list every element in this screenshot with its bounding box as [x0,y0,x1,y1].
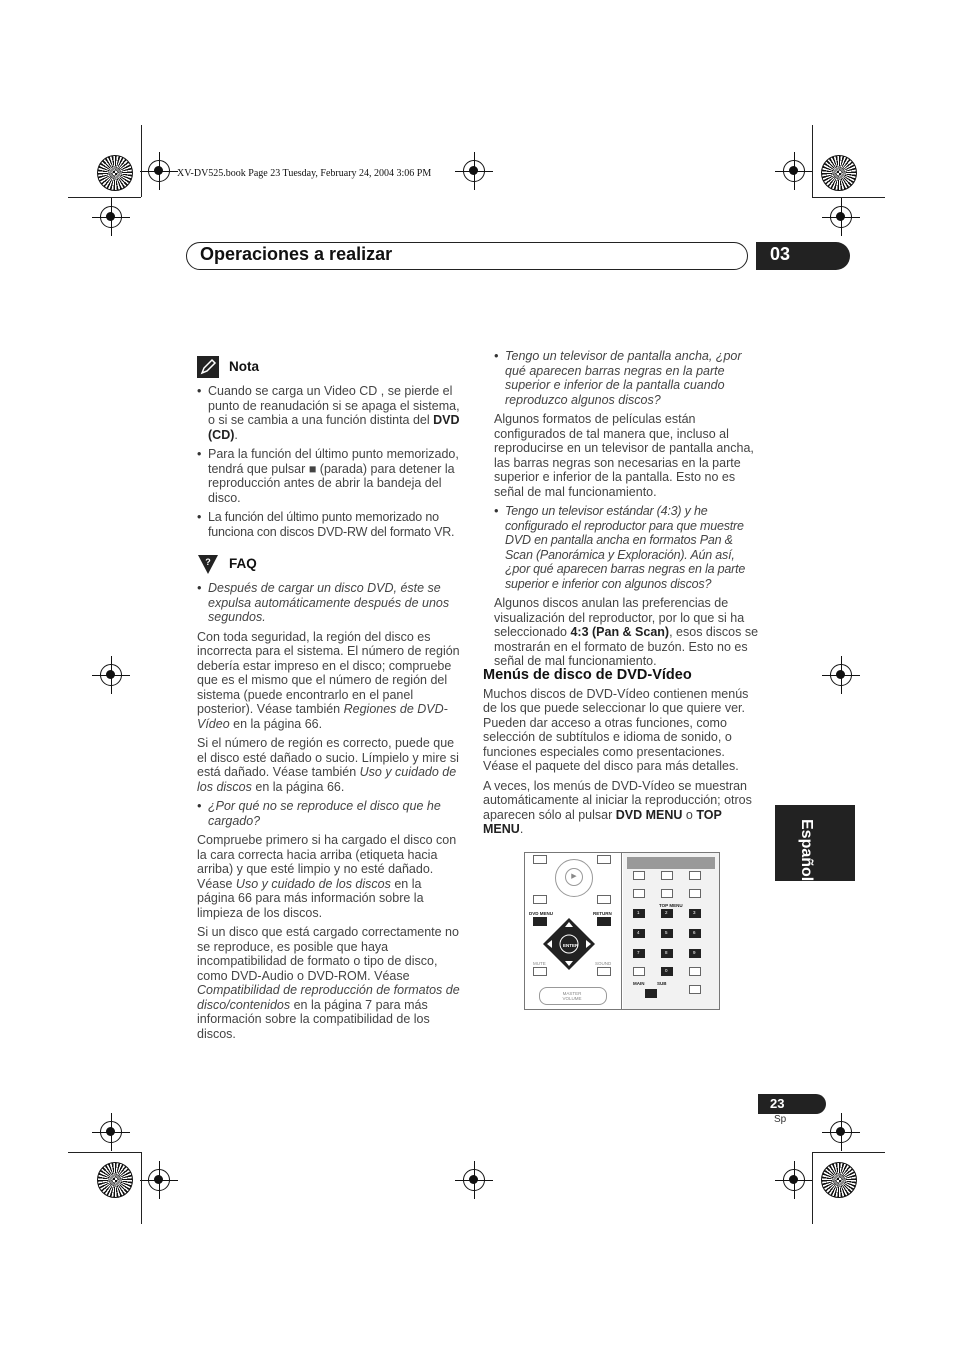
language-tab: Español [775,805,855,881]
crosshair-mark [783,1169,805,1191]
crosshair-mark [100,664,122,686]
crop-mark [812,125,813,197]
svg-text:?: ? [205,557,211,567]
sub-label: SUB [657,981,667,986]
left-column [197,356,462,1046]
crop-mark [812,1152,813,1224]
sound-label: SOUND [595,961,612,966]
faq-answer-3: Algunos formatos de películas están configurados de tal manera que, incluso al reproducirse en un televisor de pantalla ancha, las barras negras son necesarias en la parte superior e inferior de la pantalla. Esto no es señal de mal funcionamiento. [494,412,754,499]
menus-heading: Menús de disco de DVD-Vídeo [483,667,692,683]
page-number: 23 [758,1094,826,1114]
menus-paragraph-2: A veces, los menús de DVD-Vídeo se muestran automáticamente al iniciar la reproducción; otros aparecen sólo al pulsar DVD MENU o TOP MENU. [483,778,752,836]
remote-control-illustration [524,852,720,1010]
faq-question-icon [197,553,219,575]
crosshair-mark [148,1169,170,1191]
stop-symbol-icon: ■ [308,461,317,476]
mute-label: MUTE [533,961,546,966]
main-label: MAIN [633,981,645,986]
top-menu-label: TOP MENU [659,903,683,908]
master-volume-label: MASTER VOLUME [562,991,582,1001]
registration-star-mark [97,1162,133,1198]
faq-question-2: • ¿Por qué no se reproduce el disco que he cargado? [197,799,462,828]
page-language-code: Sp [774,1114,787,1125]
crosshair-mark [783,160,805,182]
crop-mark [141,1152,142,1224]
crosshair-mark [830,664,852,686]
registration-star-mark [821,155,857,191]
return-label: RETURN [593,911,612,916]
crosshair-mark [148,160,170,182]
faq-answer-4: Algunos discos anulan las preferencias de visualización del reproductor, por lo que si ha seleccionado 4:3 (Pan & Scan), esos discos se mostrarán en el formato de buzón. Esto no es señal de mal funcionamiento. [494,596,759,668]
play-icon: ▶ [565,868,583,886]
faq-answer-2a: Compruebe primero si ha cargado el disco con la cara correcta hacia arriba (etiqueta hacia arriba) y que esté limpio y no esté dañado. Véase Uso y cuidado de los discos en la página 66 para más información sobre la limpieza de los discos. [197,833,457,920]
main-sub-button [645,989,657,998]
crosshair-mark [463,1169,485,1191]
remote-right-panel: TOP MENU 1 2 3 4 5 6 7 8 9 0 MAIN SUB [623,853,719,1009]
crop-mark [141,125,142,197]
menus-paragraph-1: Muchos discos de DVD-Vídeo contienen menús de los que puede seleccionar lo que quiere ver. Pueden dar acceso a otras funciones, como selección de subtítulos e idioma de sonido, o funciones especiales como presentaciones. Véase el paquete del disco para más detalles. [483,686,749,773]
crosshair-mark [463,160,485,182]
faq-heading: FAQ [229,555,257,571]
crosshair-mark [100,1121,122,1143]
right-column [494,349,759,674]
registration-star-mark [97,155,133,191]
menus-section [483,668,758,842]
return-button [597,917,611,926]
faq-question-1: • Después de cargar un disco DVD, éste se expulsa automáticamente después de unos segundos. [197,581,462,625]
crop-mark [812,197,885,198]
faq-answer-1b: Si el número de región es correcto, puede que el disco esté dañado o sucio. Límpielo y mire si está dañado. Véase también Uso y cuidado de los discos en la página 66. [197,736,459,794]
enter-label: ENTER [563,943,579,948]
nota-bullet-2: • Para la función del último punto memorizado, tendrá que pulsar ■ (parada) para detener la reproducción antes de abrir la bandeja del disco. [197,447,462,505]
page-title: Operaciones a realizar [200,244,393,264]
faq-question-3: • Tengo un televisor de pantalla ancha, ¿por qué aparecen barras negras en la parte superior e inferior de la pantalla cuando reproduzco algunos discos? [494,349,759,407]
crop-mark [68,197,141,198]
note-pencil-icon [197,356,219,378]
nota-bullet-3: • La función del último punto memorizado no funciona con discos DVD-RW del formato VR. [197,510,462,539]
registration-star-mark [821,1162,857,1198]
chapter-number: 03 [756,242,850,270]
crop-mark [812,1152,885,1153]
book-info-line: XV-DV525.book Page 23 Tuesday, February 24, 2004 3:06 PM [177,168,432,179]
crosshair-mark [830,206,852,228]
nota-bullet-1: • Cuando se carga un Video CD , se pierde el punto de reanudación si se apaga el sistema, o si se cambia a una función distinta del DVD (CD). [197,384,462,442]
dvd-menu-label: DVD MENU [529,911,554,916]
faq-question-4: • Tengo un televisor estándar (4:3) y he configurado el reproductor para que muestre DVD en pantalla ancha en formatos Pan & Scan (Panorámica y Exploración). Aún así, ¿por qué aparecen barras negras en la parte superior e inferior con algunos discos? [494,504,759,591]
remote-left-panel [525,853,622,1009]
nota-heading: Nota [229,358,259,374]
faq-answer-2b: Si un disco que está cargado correctamente no se reproduce, es posible que haya incompatibilidad de formato o tipo de disco, como DVD-Audio o DVD-ROM. Véase Compatibilidad de reproducción de formatos de disco/contenidos en la página 7 para más información sobre la compatibilidad de los discos. [197,925,460,1041]
crosshair-mark [100,206,122,228]
crosshair-mark [830,1121,852,1143]
crop-mark [68,1152,141,1153]
faq-answer-1a: Con toda seguridad, la región del disco es incorrecta para el sistema. El número de región debería estar impreso en el disco; compruebe que es el mismo que el número de región del sistema (puede encontrarlo en el panel posterior). Véase también Regiones de DVD-Vídeo en la página 66. [197,629,460,731]
